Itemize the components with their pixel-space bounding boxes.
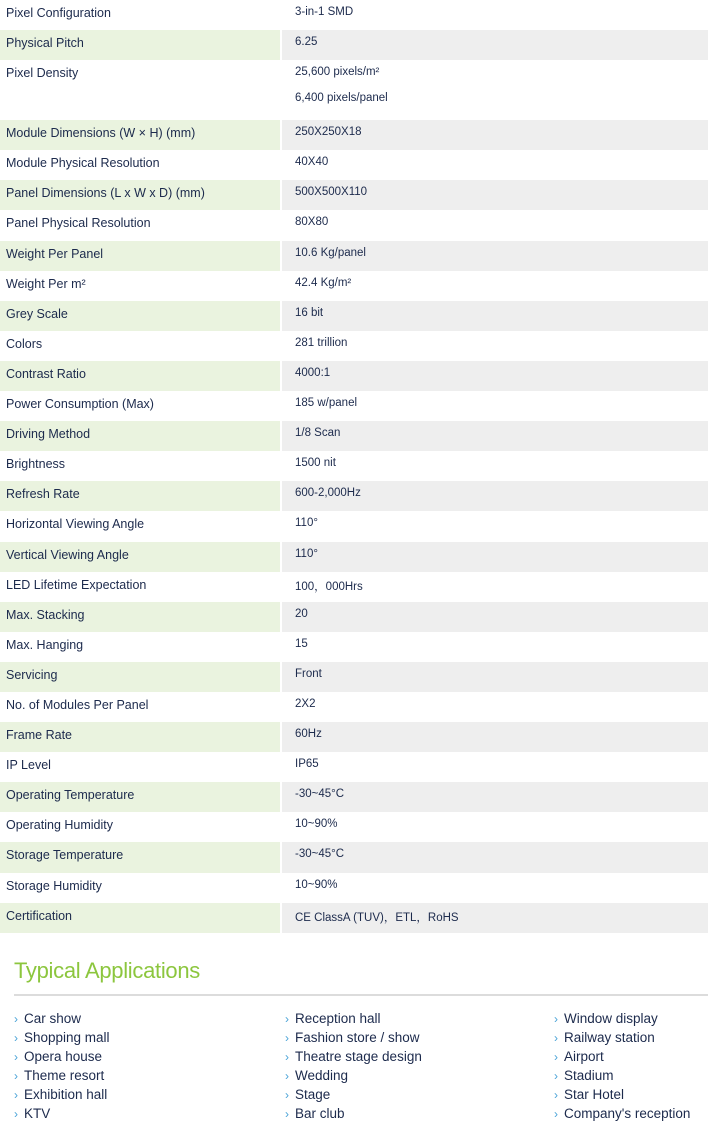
application-item [554,1087,690,1106]
spec-label: IP Level [6,758,51,773]
application-label: Window display [564,1011,658,1026]
spec-row [0,572,708,602]
spec-value: 3-in-1 SMD [295,6,354,18]
spec-value-line: 6,400 pixels/panel [295,92,388,105]
application-label: KTV [24,1106,51,1121]
spec-row [0,722,708,752]
spec-row [0,150,708,180]
spec-label: Pixel Configuration [6,6,111,20]
spec-label: Weight Per Panel [0,241,280,271]
application-label: Railway station [564,1030,655,1045]
chevron-right-icon: › [14,1088,18,1102]
application-label: Bar club [295,1106,345,1121]
chevron-right-icon: › [554,1031,558,1045]
chevron-right-icon: › [554,1069,558,1083]
spec-value: 1500 nit [295,457,336,470]
application-item [285,1087,422,1106]
application-item [285,1106,422,1125]
chevron-right-icon: › [285,1107,289,1121]
spec-row [0,451,708,481]
spec-row [0,481,708,511]
chevron-right-icon: › [285,1069,289,1083]
application-item [285,1011,422,1030]
spec-value: Front [282,662,708,692]
spec-value: 4000:1 [282,361,708,391]
spec-label: Certification [0,903,280,933]
spec-label: Power Consumption (Max) [6,397,154,412]
application-label: Theatre stage design [295,1049,422,1064]
divider [14,994,708,996]
chevron-right-icon: › [554,1088,558,1102]
spec-label: Module Dimensions (W × H) (mm) [0,120,280,150]
spec-label: Max. Hanging [6,637,84,652]
spec-label: Refresh Rate [0,481,280,511]
spec-value: -30~45°C [282,842,708,872]
chevron-right-icon: › [285,1050,289,1064]
spec-label: Frame Rate [0,722,280,752]
spec-label: Driving Method [0,421,280,451]
application-item [554,1030,690,1049]
spec-row [0,120,708,150]
spec-row [0,421,708,451]
spec-label: Servicing [0,662,280,692]
spec-value: -30~45°C [282,782,708,812]
application-item [14,1049,110,1068]
application-label: Stadium [564,1068,614,1083]
spec-row [0,542,708,572]
chevron-right-icon: › [285,1031,289,1045]
spec-label: Operating Temperature [0,782,280,812]
spec-row [0,331,708,361]
spec-label: Horizontal Viewing Angle [6,517,145,532]
spec-value-line: 25,600 pixels/m² [295,66,380,79]
spec-value: 600-2,000Hz [282,481,708,511]
spec-value: 10~90% [295,818,338,831]
spec-value: 500X500X110 [282,180,708,210]
spec-label: Vertical Viewing Angle [0,542,280,572]
chevron-right-icon: › [14,1012,18,1026]
spec-value: 42.4 Kg/m² [295,276,352,289]
application-item [554,1011,690,1030]
chevron-right-icon: › [14,1107,18,1121]
application-item [285,1030,422,1049]
application-item [285,1049,422,1068]
spec-row [0,511,708,541]
spec-row [0,812,708,842]
spec-label: Grey Scale [0,301,280,331]
spec-value: 6.25 [282,30,708,60]
spec-label: Max. Stacking [0,602,280,632]
application-label: Fashion store / show [295,1030,420,1045]
spec-row [0,241,708,271]
spec-row [0,662,708,692]
application-item [14,1087,110,1106]
spec-row [0,632,708,662]
application-item [14,1068,110,1087]
application-label: Company's reception [564,1106,691,1121]
spec-row [0,903,708,933]
spec-value: CE ClassA (TUV)，ETL，RoHS [282,903,708,933]
spec-row [0,602,708,632]
chevron-right-icon: › [554,1012,558,1026]
application-label: Wedding [295,1068,349,1083]
spec-value: IP65 [295,758,319,771]
chevron-right-icon: › [554,1107,558,1121]
spec-row [0,752,708,782]
spec-label: Colors [6,336,43,351]
spec-value: 10.6 Kg/panel [282,241,708,271]
spec-row [0,692,708,722]
spec-value: 110° [295,517,318,530]
spec-label: Brightness [6,457,66,472]
applications-column [554,1011,690,1125]
spec-label: Storage Temperature [0,842,280,872]
spec-row [0,301,708,331]
spec-value: 250X250X18 [282,120,708,150]
spec-value: 60Hz [282,722,708,752]
spec-row [0,842,708,872]
applications-column [285,1011,422,1125]
applications-column [14,1011,110,1125]
application-label: Star Hotel [564,1087,625,1102]
application-label: Car show [24,1011,82,1026]
application-label: Airport [564,1049,604,1064]
spec-row [0,391,708,421]
chevron-right-icon: › [14,1031,18,1045]
application-label: Reception hall [295,1011,381,1026]
spec-value: 1/8 Scan [282,421,708,451]
spec-row [0,180,708,210]
spec-value: 16 bit [282,301,708,331]
spec-value: 110° [282,542,708,572]
spec-value: 10~90% [295,878,338,891]
spec-row [0,782,708,812]
application-label: Exhibition hall [24,1087,108,1102]
application-item [554,1049,690,1068]
spec-value: 15 [295,637,308,650]
spec-row [0,210,708,240]
spec-value: 100，000Hrs [295,580,363,593]
spec-label: No. of Modules Per Panel [6,697,149,712]
application-item [554,1106,690,1125]
spec-label: LED Lifetime Expectation [6,577,147,592]
spec-value [282,60,708,120]
spec-label: Storage Humidity [6,878,102,893]
spec-row [0,361,708,391]
spec-label: Pixel Density [6,66,79,81]
spec-label: Physical Pitch [0,30,280,60]
spec-label: Operating Humidity [6,818,113,833]
spec-value: 20 [282,602,708,632]
spec-label: Panel Dimensions (L x W x D) (mm) [0,180,280,210]
spec-label: Weight Per m² [6,276,86,291]
application-item [14,1106,110,1125]
spec-value: 185 w/panel [295,397,358,410]
spec-row [0,0,708,30]
application-label: Shopping mall [24,1030,110,1045]
chevron-right-icon: › [14,1050,18,1064]
spec-row [0,60,708,120]
spec-label: Module Physical Resolution [6,156,160,171]
application-item [554,1068,690,1087]
spec-row [0,30,708,60]
spec-value: 2X2 [295,697,316,710]
spec-label: Contrast Ratio [0,361,280,391]
application-item [285,1068,422,1087]
spec-value: 80X80 [295,216,329,229]
spec-row [0,873,708,903]
applications-title: Typical Applications [14,958,200,983]
chevron-right-icon: › [285,1088,289,1102]
application-label: Opera house [24,1049,103,1064]
chevron-right-icon: › [554,1050,558,1064]
spec-label: Panel Physical Resolution [6,216,151,231]
application-label: Stage [295,1087,331,1102]
application-label: Theme resort [24,1068,105,1083]
chevron-right-icon: › [285,1012,289,1026]
chevron-right-icon: › [14,1069,18,1083]
spec-row [0,271,708,301]
application-item [14,1030,110,1049]
spec-value: 40X40 [295,156,329,169]
spec-value: 281 trillion [295,336,348,349]
application-item [14,1011,110,1030]
